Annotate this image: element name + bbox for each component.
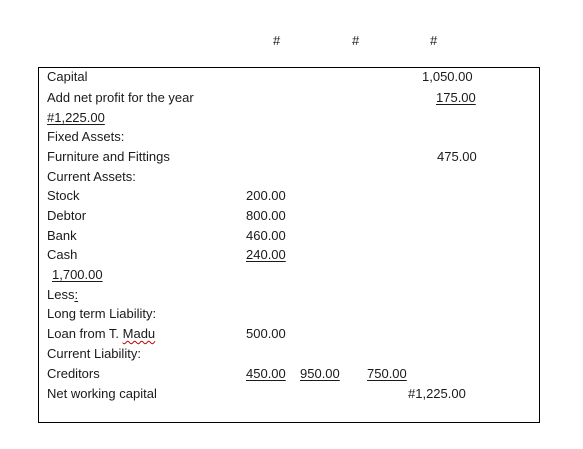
net-working-capital-label: Net working capital (47, 386, 157, 401)
current-liability-heading: Current Liability: (47, 346, 141, 361)
net-profit-value: 175.00 (436, 90, 476, 105)
cash-value: 240.00 (246, 247, 286, 262)
capital-value: 1,050.00 (422, 69, 473, 84)
capital-label: Capital (47, 69, 88, 84)
less-heading (47, 287, 78, 302)
bank-label: Bank (47, 228, 77, 243)
bank-value: 460.00 (246, 228, 286, 243)
net-working-capital-value: #1,225.00 (408, 386, 466, 401)
loan-value: 500.00 (246, 326, 286, 341)
stock-label: Stock (47, 188, 80, 203)
current-assets-heading: Current Assets: (47, 169, 136, 184)
debtor-value: 800.00 (246, 208, 286, 223)
furniture-value: 475.00 (437, 149, 477, 164)
current-assets-total (47, 267, 103, 282)
current-assets-total-value: 1,700.00 (52, 267, 103, 282)
less-label: Less (47, 287, 75, 302)
furniture-label: Furniture and Fittings (47, 149, 170, 164)
column-header-3: # (430, 33, 438, 48)
liabilities-total: 950.00 (300, 366, 340, 381)
less-colon: : (74, 287, 79, 302)
column-header-2: # (352, 33, 360, 48)
capital-total: #1,225.00 (47, 110, 105, 125)
working-capital-value: 750.00 (367, 366, 407, 381)
debtor-label: Debtor (47, 208, 87, 223)
cash-label: Cash (47, 247, 78, 262)
loan-label (47, 326, 155, 341)
fixed-assets-heading: Fixed Assets: (47, 129, 125, 144)
column-header-1: # (273, 33, 281, 48)
loan-label-prefix: Loan from T. (47, 326, 123, 341)
balance-sheet-box (38, 67, 540, 423)
loan-label-name: Madu (122, 326, 156, 341)
creditors-value: 450.00 (246, 366, 286, 381)
long-term-liability-heading: Long term Liability: (47, 306, 157, 321)
creditors-label: Creditors (47, 366, 100, 381)
stock-value: 200.00 (246, 188, 286, 203)
net-profit-label: Add net profit for the year (47, 90, 194, 105)
